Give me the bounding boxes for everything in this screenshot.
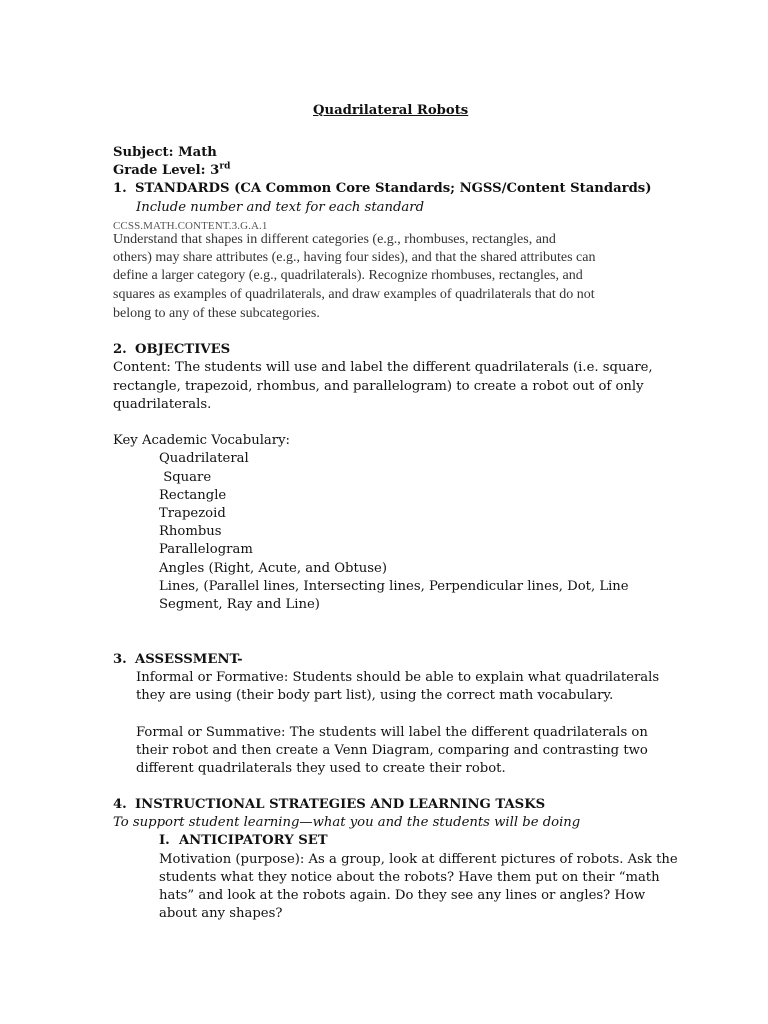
- vocab-item: Trapezoid: [159, 506, 226, 521]
- section-3-heading: [113, 651, 243, 669]
- section-4-title: INSTRUCTIONAL STRATEGIES AND LEARNING TASKS: [135, 797, 546, 812]
- anticipatory-set-heading: I. ANTICIPATORY SET: [159, 833, 328, 848]
- section-2-number: 2.: [113, 342, 127, 357]
- grade-text: Grade Level: 3: [113, 163, 220, 178]
- section-4-number: 4.: [113, 797, 127, 812]
- section-2-title: OBJECTIVES: [135, 342, 231, 357]
- vocab-heading: Key Academic Vocabulary:: [113, 433, 290, 448]
- section-3-title: ASSESSMENT-: [135, 652, 243, 667]
- standard-text-line: others) may share attributes (e.g., having four sides), and that the shared attributes can: [113, 250, 596, 265]
- vocab-item: Angles (Right, Acute, and Obtuse): [159, 561, 387, 576]
- objective-content-line: rectangle, trapezoid, rhombus, and parallelogram) to create a robot out of only: [113, 379, 644, 394]
- vocab-item: Parallelogram: [159, 542, 253, 557]
- vocab-item: Square: [159, 470, 212, 485]
- section-1-heading: [113, 180, 651, 198]
- subject-line: Subject: Math: [113, 145, 217, 160]
- assessment-informal-line: Informal or Formative: Students should be able to explain what quadrilaterals: [136, 670, 660, 685]
- section-3-number: 3.: [113, 652, 127, 667]
- assessment-formal-line: different quadrilaterals they used to create their robot.: [136, 761, 506, 776]
- section-1-instruction: Include number and text for each standard: [136, 200, 425, 215]
- section-2-heading: [113, 341, 230, 359]
- motivation-line: students what they notice about the robots? Have them put on their “math: [159, 870, 660, 885]
- vocab-item: Lines, (Parallel lines, Intersecting lines, Perpendicular lines, Dot, Line: [159, 579, 629, 594]
- section-4-instruction: To support student learning—what you and the students will be doing: [113, 815, 581, 830]
- vocab-item: Quadrilateral: [159, 451, 249, 466]
- standard-text-line: define a larger category (e.g., quadrilaterals). Recognize rhombuses, rectangles, and: [113, 268, 583, 283]
- standard-text-line: belong to any of these subcategories.: [113, 306, 320, 321]
- section-1-title: STANDARDS (CA Common Core Standards; NGSS/Content Standards): [135, 181, 652, 196]
- assessment-informal-line: they are using (their body part list), using the correct math vocabulary.: [136, 688, 614, 703]
- section-4-heading: [113, 796, 545, 814]
- grade-sup: rd: [219, 161, 231, 172]
- motivation-line: hats” and look at the robots again. Do they see any lines or angles? How: [159, 888, 646, 903]
- grade-line: [113, 162, 230, 180]
- objective-content-line: Content: The students will use and label the different quadrilaterals (i.e. square,: [113, 360, 653, 375]
- standard-text-line: Understand that shapes in different categories (e.g., rhombuses, rectangles, and: [113, 232, 556, 247]
- assessment-formal-line: Formal or Summative: The students will label the different quadrilaterals on: [136, 725, 648, 740]
- vocab-item: Segment, Ray and Line): [159, 597, 320, 612]
- vocab-item: Rhombus: [159, 524, 222, 539]
- vocab-item: Rectangle: [159, 488, 227, 503]
- assessment-formal-line: their robot and then create a Venn Diagram, comparing and contrasting two: [136, 743, 648, 758]
- standard-text-line: squares as examples of quadrilaterals, and draw examples of quadrilaterals that do not: [113, 287, 595, 302]
- standard-code: CCSS.MATH.CONTENT.3.G.A.1: [113, 220, 268, 232]
- motivation-line: about any shapes?: [159, 906, 283, 921]
- document-title: Quadrilateral Robots: [313, 103, 469, 118]
- section-1-number: 1.: [113, 181, 127, 196]
- objective-content-line: quadrilaterals.: [113, 397, 212, 412]
- motivation-line: Motivation (purpose): As a group, look at different pictures of robots. Ask the: [159, 852, 678, 867]
